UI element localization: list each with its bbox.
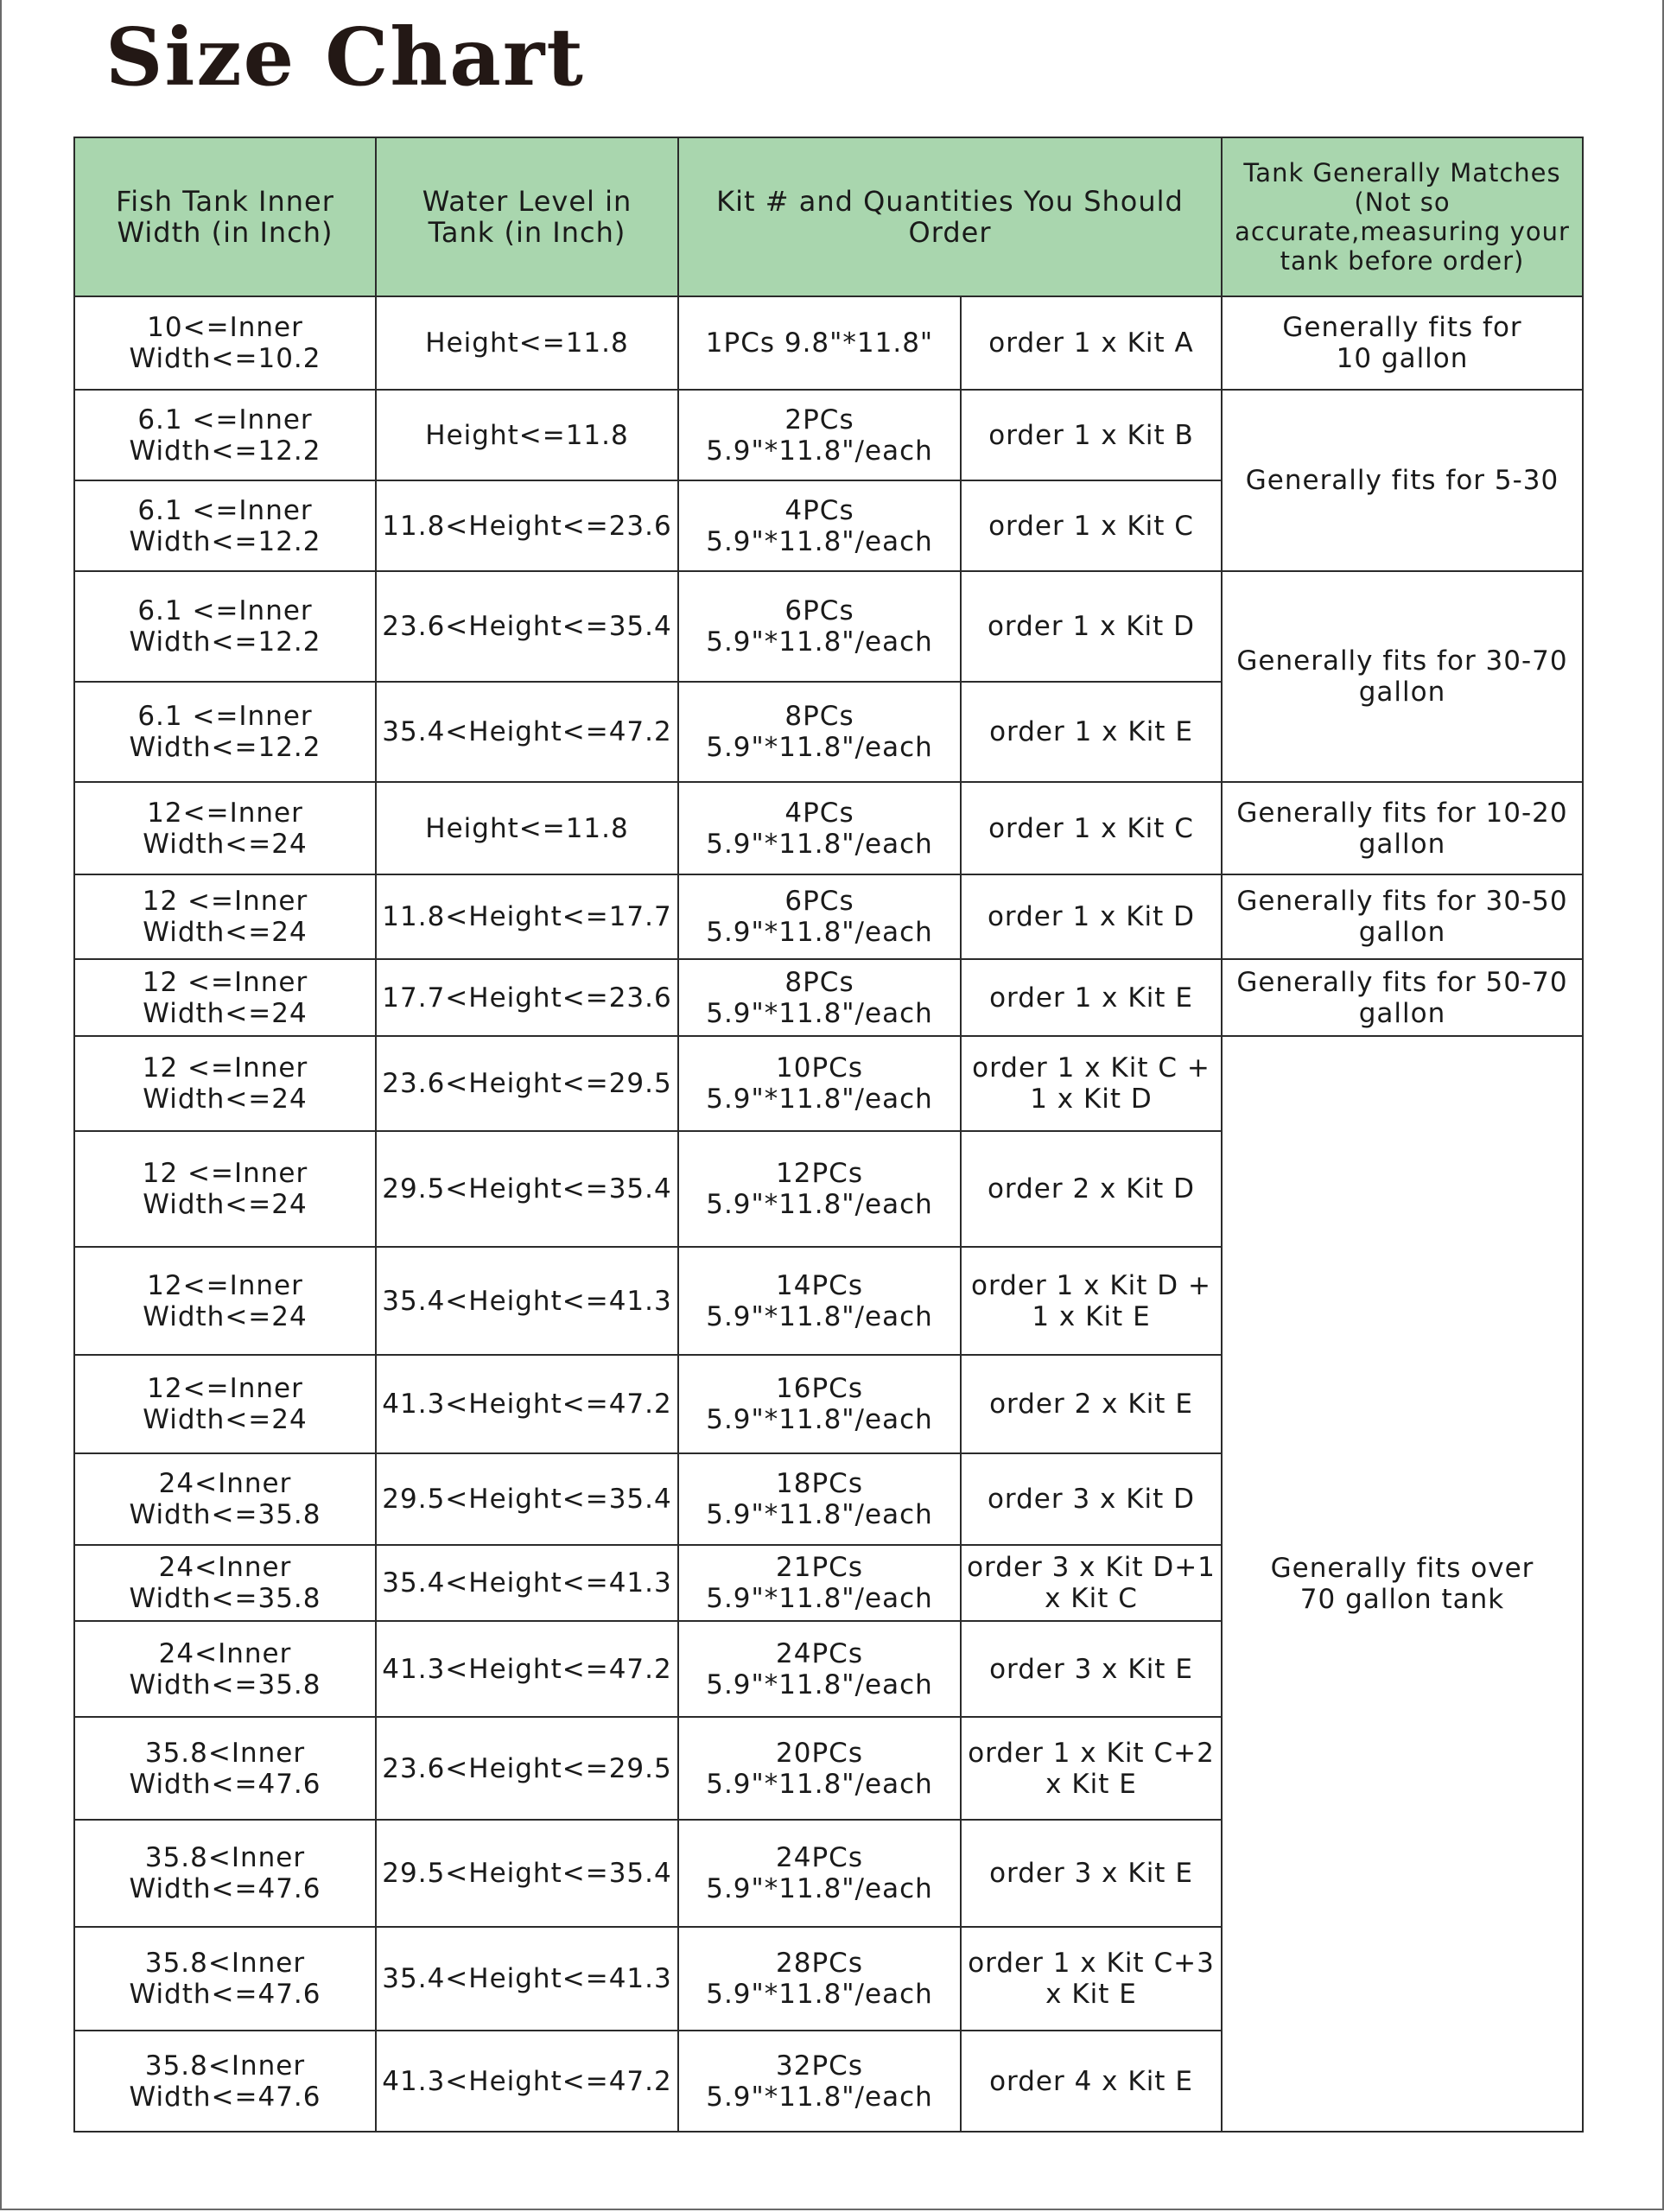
water-level-cell: 11.8<Height<=17.7 <box>376 874 678 959</box>
quantity-cell: 24PCs 5.9"*11.8"/each <box>678 1621 961 1717</box>
size-chart-table <box>73 137 1584 2133</box>
table-row <box>74 874 1583 959</box>
water-level-cell: 35.4<Height<=41.3 <box>376 1247 678 1355</box>
quantity-cell: 16PCs 5.9"*11.8"/each <box>678 1355 961 1453</box>
water-level-cell: 35.4<Height<=41.3 <box>376 1927 678 2031</box>
quantity-cell: 6PCs 5.9"*11.8"/each <box>678 571 961 682</box>
water-level-cell: Height<=11.8 <box>376 782 678 874</box>
kit-order-cell: order 1 x Kit C <box>961 782 1222 874</box>
inner-width-cell: 6.1 <=Inner Width<=12.2 <box>74 571 376 682</box>
table-row <box>74 782 1583 874</box>
inner-width-cell: 35.8<Inner Width<=47.6 <box>74 1927 376 2031</box>
water-level-cell: 41.3<Height<=47.2 <box>376 1621 678 1717</box>
kit-order-cell: order 3 x Kit D <box>961 1453 1222 1545</box>
tank-match-cell: Generally fits for 10-20 gallon <box>1222 782 1583 874</box>
kit-order-cell: order 1 x Kit C + 1 x Kit D <box>961 1036 1222 1131</box>
tank-match-cell: Generally fits for 30-50 gallon <box>1222 874 1583 959</box>
inner-width-cell: 12 <=Inner Width<=24 <box>74 959 376 1036</box>
inner-width-cell: 12<=Inner Width<=24 <box>74 782 376 874</box>
kit-order-cell: order 2 x Kit E <box>961 1355 1222 1453</box>
quantity-cell: 4PCs 5.9"*11.8"/each <box>678 480 961 571</box>
kit-order-cell: order 1 x Kit C+2 x Kit E <box>961 1717 1222 1820</box>
tank-match-cell: Generally fits over 70 gallon tank <box>1222 1036 1583 2132</box>
kit-order-cell: order 1 x Kit D <box>961 874 1222 959</box>
kit-order-cell: order 4 x Kit E <box>961 2031 1222 2132</box>
inner-width-cell: 6.1 <=Inner Width<=12.2 <box>74 480 376 571</box>
tank-match-cell: Generally fits for 30-70 gallon <box>1222 571 1583 782</box>
water-level-cell: 41.3<Height<=47.2 <box>376 1355 678 1453</box>
quantity-cell: 8PCs 5.9"*11.8"/each <box>678 959 961 1036</box>
inner-width-cell: 24<Inner Width<=35.8 <box>74 1621 376 1717</box>
quantity-cell: 10PCs 5.9"*11.8"/each <box>678 1036 961 1131</box>
kit-order-cell: order 1 x Kit E <box>961 682 1222 782</box>
kit-order-cell: order 3 x Kit E <box>961 1820 1222 1927</box>
header-tank-matches: Tank Generally Matches (Not so accurate,measuring your tank before order) <box>1222 137 1583 296</box>
kit-order-cell: order 1 x Kit C+3 x Kit E <box>961 1927 1222 2031</box>
water-level-cell: 35.4<Height<=41.3 <box>376 1545 678 1621</box>
inner-width-cell: 6.1 <=Inner Width<=12.2 <box>74 390 376 480</box>
table-row <box>74 1036 1583 1131</box>
quantity-cell: 8PCs 5.9"*11.8"/each <box>678 682 961 782</box>
inner-width-cell: 12<=Inner Width<=24 <box>74 1355 376 1453</box>
quantity-cell: 20PCs 5.9"*11.8"/each <box>678 1717 961 1820</box>
water-level-cell: 41.3<Height<=47.2 <box>376 2031 678 2132</box>
quantity-cell: 1PCs 9.8"*11.8" <box>678 296 961 390</box>
kit-order-cell: order 3 x Kit E <box>961 1621 1222 1717</box>
kit-order-cell: order 1 x Kit E <box>961 959 1222 1036</box>
inner-width-cell: 12 <=Inner Width<=24 <box>74 1036 376 1131</box>
quantity-cell: 6PCs 5.9"*11.8"/each <box>678 874 961 959</box>
quantity-cell: 28PCs 5.9"*11.8"/each <box>678 1927 961 2031</box>
tank-match-cell: Generally fits for 5-30 <box>1222 390 1583 571</box>
inner-width-cell: 6.1 <=Inner Width<=12.2 <box>74 682 376 782</box>
water-level-cell: 23.6<Height<=29.5 <box>376 1036 678 1131</box>
kit-order-cell: order 3 x Kit D+1 x Kit C <box>961 1545 1222 1621</box>
water-level-cell: Height<=11.8 <box>376 390 678 480</box>
quantity-cell: 2PCs 5.9"*11.8"/each <box>678 390 961 480</box>
water-level-cell: 17.7<Height<=23.6 <box>376 959 678 1036</box>
inner-width-cell: 35.8<Inner Width<=47.6 <box>74 2031 376 2132</box>
kit-order-cell: order 1 x Kit C <box>961 480 1222 571</box>
page-title: Size Chart <box>105 10 585 104</box>
quantity-cell: 14PCs 5.9"*11.8"/each <box>678 1247 961 1355</box>
table-row <box>74 296 1583 390</box>
water-level-cell: 23.6<Height<=35.4 <box>376 571 678 682</box>
water-level-cell: 35.4<Height<=47.2 <box>376 682 678 782</box>
inner-width-cell: 10<=Inner Width<=10.2 <box>74 296 376 390</box>
inner-width-cell: 35.8<Inner Width<=47.6 <box>74 1717 376 1820</box>
kit-order-cell: order 1 x Kit A <box>961 296 1222 390</box>
water-level-cell: 11.8<Height<=23.6 <box>376 480 678 571</box>
header-kit-quantities: Kit # and Quantities You Should Order <box>678 137 1222 296</box>
kit-order-cell: order 2 x Kit D <box>961 1131 1222 1247</box>
water-level-cell: 29.5<Height<=35.4 <box>376 1820 678 1927</box>
inner-width-cell: 12<=Inner Width<=24 <box>74 1247 376 1355</box>
table-row <box>74 571 1583 682</box>
inner-width-cell: 24<Inner Width<=35.8 <box>74 1453 376 1545</box>
inner-width-cell: 35.8<Inner Width<=47.6 <box>74 1820 376 1927</box>
kit-order-cell: order 1 x Kit D <box>961 571 1222 682</box>
kit-order-cell: order 1 x Kit B <box>961 390 1222 480</box>
header-water-level: Water Level in Tank (in Inch) <box>376 137 678 296</box>
quantity-cell: 24PCs 5.9"*11.8"/each <box>678 1820 961 1927</box>
water-level-cell: Height<=11.8 <box>376 296 678 390</box>
table-row <box>74 959 1583 1036</box>
quantity-cell: 32PCs 5.9"*11.8"/each <box>678 2031 961 2132</box>
table-row <box>74 390 1583 480</box>
water-level-cell: 29.5<Height<=35.4 <box>376 1453 678 1545</box>
tank-match-cell: Generally fits for 50-70 gallon <box>1222 959 1583 1036</box>
quantity-cell: 18PCs 5.9"*11.8"/each <box>678 1453 961 1545</box>
kit-order-cell: order 1 x Kit D + 1 x Kit E <box>961 1247 1222 1355</box>
water-level-cell: 23.6<Height<=29.5 <box>376 1717 678 1820</box>
inner-width-cell: 12 <=Inner Width<=24 <box>74 1131 376 1247</box>
quantity-cell: 21PCs 5.9"*11.8"/each <box>678 1545 961 1621</box>
inner-width-cell: 24<Inner Width<=35.8 <box>74 1545 376 1621</box>
tank-match-cell: Generally fits for 10 gallon <box>1222 296 1583 390</box>
water-level-cell: 29.5<Height<=35.4 <box>376 1131 678 1247</box>
header-row <box>74 137 1583 296</box>
quantity-cell: 4PCs 5.9"*11.8"/each <box>678 782 961 874</box>
header-inner-width: Fish Tank Inner Width (in Inch) <box>74 137 376 296</box>
quantity-cell: 12PCs 5.9"*11.8"/each <box>678 1131 961 1247</box>
inner-width-cell: 12 <=Inner Width<=24 <box>74 874 376 959</box>
